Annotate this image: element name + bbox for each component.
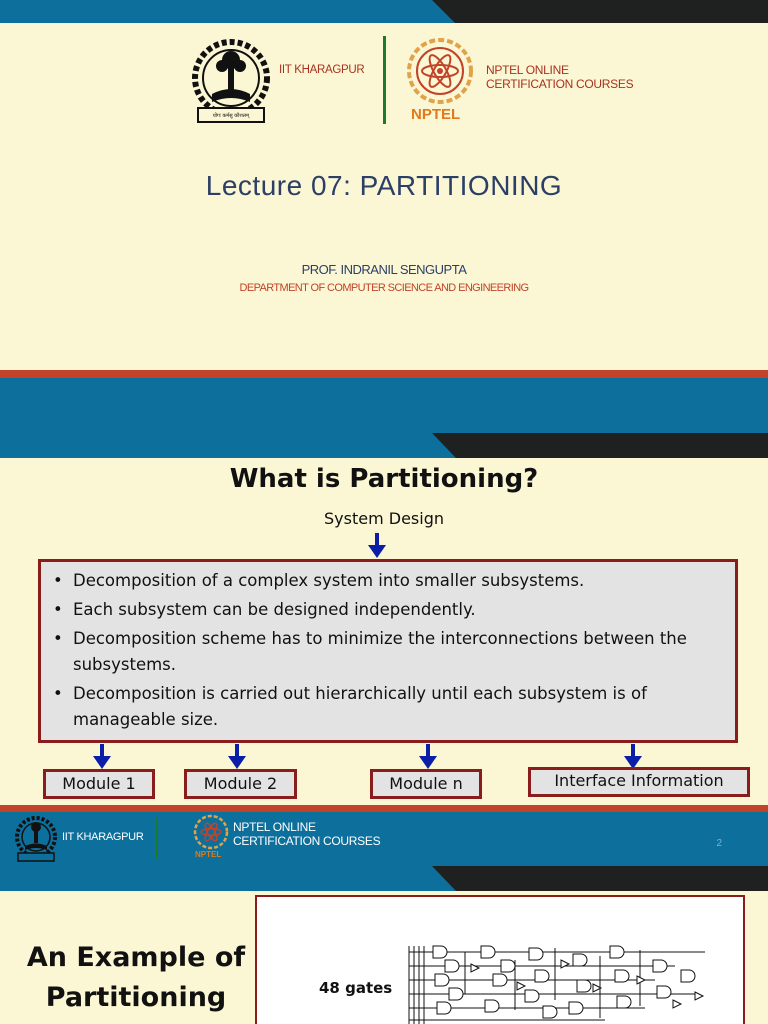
footer-nptel-logo-word: NPTEL bbox=[195, 850, 222, 859]
footer-certification-label: CERTIFICATION COURSES bbox=[233, 834, 381, 848]
definition-bullet-list bbox=[49, 568, 723, 733]
certification-courses-label: CERTIFICATION COURSES bbox=[486, 77, 634, 91]
footer-iit-label: IIT KHARAGPUR bbox=[62, 831, 144, 843]
slide1-top-bar bbox=[0, 0, 768, 23]
top-bar-dark-wedge bbox=[0, 0, 768, 23]
top-bar-dark-wedge bbox=[0, 433, 768, 458]
down-arrow-icon bbox=[228, 744, 246, 770]
nptel-logo-word: NPTEL bbox=[411, 106, 461, 123]
circuit-diagram-icon bbox=[405, 940, 715, 1024]
slide3-title: An Example of Partitioning bbox=[26, 942, 246, 1013]
partitioning-definition-box bbox=[38, 559, 738, 743]
bullet-item: • Decomposition scheme has to minimize the interconnections between the subsystems. bbox=[49, 626, 723, 678]
slide1-footer-strip bbox=[0, 370, 768, 378]
logo-divider bbox=[383, 36, 386, 124]
bullet-item: • Decomposition is carried out hierarchically until each subsystem is of manageable size. bbox=[49, 681, 723, 733]
slide2-title: What is Partitioning? bbox=[229, 464, 539, 494]
bullet-item: • Each subsystem can be designed independently. bbox=[49, 597, 723, 623]
footer-strip bbox=[0, 805, 768, 812]
footer-nptel-online-label: NPTEL ONLINE bbox=[233, 820, 316, 834]
module-2-box: Module 2 bbox=[184, 769, 297, 799]
department-name: DEPARTMENT OF COMPUTER SCIENCE AND ENGINEERING bbox=[239, 282, 529, 294]
iit-kharagpur-label: IIT KHARAGPUR bbox=[279, 64, 365, 76]
lecture-title: Lecture 07: PARTITIONING bbox=[205, 170, 563, 201]
down-arrow-icon bbox=[93, 744, 111, 770]
nptel-logo-icon bbox=[192, 814, 230, 850]
emblem-motto: योगः कर्मसु कौशलम् bbox=[212, 113, 250, 119]
nptel-logo-icon bbox=[404, 36, 476, 106]
module-n-box: Module n bbox=[370, 769, 482, 799]
slide2-top-bar bbox=[0, 433, 768, 458]
down-arrow-icon bbox=[368, 533, 386, 559]
iit-kharagpur-emblem-icon bbox=[14, 815, 58, 863]
bullet-item: • Decomposition of a complex system into smaller subsystems. bbox=[49, 568, 723, 594]
top-bar-dark-wedge bbox=[0, 866, 768, 891]
module-1-box: Module 1 bbox=[43, 769, 155, 799]
gate-count-label: 48 gates bbox=[319, 979, 393, 997]
page-number: 2 bbox=[716, 838, 722, 849]
professor-name: PROF. INDRANIL SENGUPTA bbox=[301, 262, 467, 277]
footer-divider bbox=[156, 818, 158, 860]
system-design-label: System Design bbox=[324, 509, 444, 528]
down-arrow-icon bbox=[419, 744, 437, 770]
interface-information-box: Interface Information bbox=[528, 767, 750, 797]
nptel-online-label: NPTEL ONLINE bbox=[486, 63, 569, 77]
slide3-top-bar bbox=[0, 866, 768, 891]
